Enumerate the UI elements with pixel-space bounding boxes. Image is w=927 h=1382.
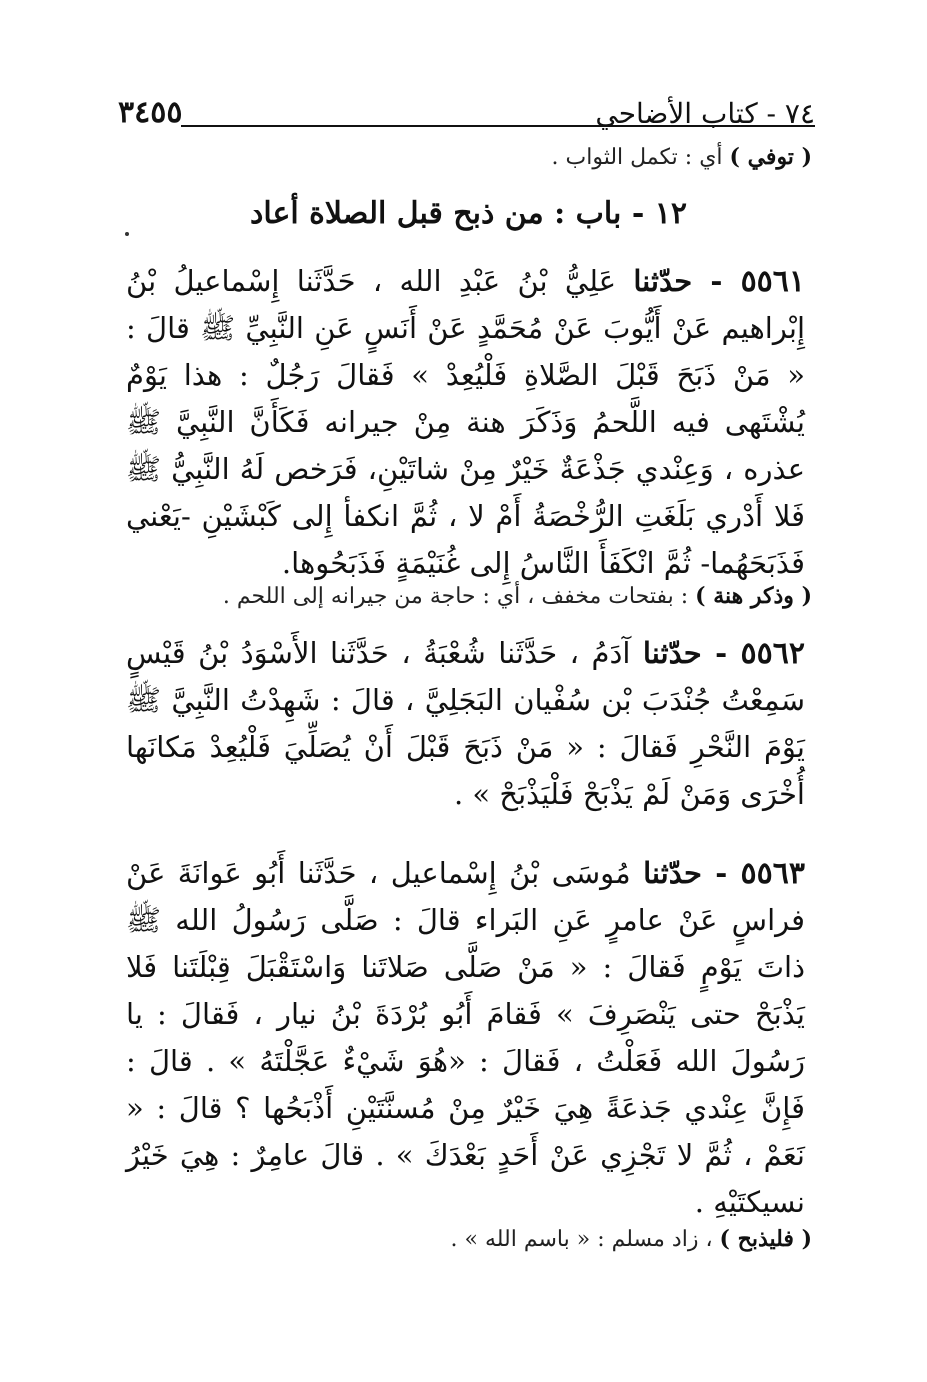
stray-dot: [125, 232, 129, 236]
page-number: ٣٤٥٥: [118, 95, 183, 130]
hadith-5562: [126, 630, 805, 818]
page-header: [118, 78, 815, 128]
footnote-text: ، زاد مسلم : « باسم الله » .: [450, 1227, 720, 1252]
footnote-text: أي : تكمل الثواب .: [551, 145, 730, 170]
hadith-number: ٥٥٦٣: [740, 856, 805, 891]
hadith-text: آدَمُ ، حَدَّثَنا شُعْبَةُ ، حَدَّثَنا الأَسْوَدُ بْنُ قَيْسٍ سَمِعْتُ جُنْدَبَ بْن سُفْيان البَجَلِيَّ ، قالَ : شَهِدْتُ النَّبِيَّ ﷺ يَوْمَ النَّحْرِ فَقالَ : « مَنْ ذَبَحَ قَبْلَ أَنْ يُصَلِّيَ فَلْيُعِدْ مَكانَها أُخْرَى وَمَنْ لَمْ يَذْبَحْ فَلْيَذْبَحْ » .: [126, 636, 805, 811]
hadith-opener: - حدّثنا: [633, 264, 741, 298]
footnote-term: ( فليذبح ): [719, 1226, 812, 1252]
hadith-5561: [126, 258, 805, 587]
running-chapter-title: ٧٤ - كتاب الأضاحي: [595, 97, 815, 130]
header-rule: [181, 125, 815, 127]
hadith-5563: [126, 850, 805, 1226]
footnote-hana: [150, 582, 812, 612]
hadith-opener: - حدّثنا: [643, 856, 741, 890]
footnote-falyadhbah: [150, 1225, 812, 1255]
footnote-tawaffi: [150, 143, 812, 173]
footnote-term: ( وذكر هنة ): [695, 583, 812, 609]
footnote-term: ( توفي ): [729, 144, 812, 170]
hadith-text: عَلِيُّ بْنُ عَبْدِ الله ، حَدَّثَنا إِسْماعيلُ بْنُ إِبْراهيم عَنْ أَيُّوبَ عَنْ مُحَمَّدٍ عَنْ أَنَسٍ عَنِ النَّبِيِّ ﷺ قالَ : « مَنْ ذَبَحَ قَبْلَ الصَّلاةِ فَلْيُعِدْ » فَقالَ رَجُلٌ : هذا يَوْمٌ يُشْتَهى فيه اللَّحمُ وَذَكَرَ هنة مِنْ جيرانه فَكَأَنَّ النَّبِيَّ ﷺ عذره ، وَعِنْدي جَذْعَةٌ خَيْرٌ مِنْ شاتَيْنِ، فَرَخص لَهُ النَّبِيُّ ﷺ فَلا أَدْري بَلَغَتِ الرُّخْصَةُ أَمْ لا ، ثُمَّ انكفأ إِلى كَبْشَيْنِ -يَعْني فَذَبَحَهُما- ثُمَّ انْكَفَأَ النَّاسُ إِلى غُنَيْمَةٍ فَذَبَحُوها.: [126, 264, 805, 580]
hadith-text: مُوسَى بْنُ إِسْماعيل ، حَدَّثَنا أَبُو عَوانَةَ عَنْ فراسٍ عَنْ عامرٍ عَنِ البَراء قالَ : صَلَّى رَسُولُ الله ﷺ ذاتَ يَوْمٍ فَقالَ : « مَنْ صَلَّى صَلاتَنا وَاسْتَقْبَلَ قِبْلَتَنا فَلا يَذْبَحْ حتى يَنْصَرِفَ » فَقامَ أَبُو بُرْدَةَ بْنُ نيار ، فَقالَ : يا رَسُولَ الله فَعَلْتُ ، فَقالَ : «هُوَ شَيْءٌ عَجَّلْتَهُ » . قالَ : فَإِنَّ عِنْدي جَذعَةً هِيَ خَيْرٌ مِنْ مُسنَّتَيْنِ أَذْبَحُها ؟ قالَ : « نَعَمْ ، ثُمَّ لا تَجْزِي عَنْ أَحَدٍ بَعْدَكَ » . قالَ عامِرٌ : هِيَ خَيْرُ نسيكتَيْهِ .: [126, 856, 805, 1219]
hadith-number: ٥٥٦٢: [740, 636, 805, 671]
hadith-opener: - حدّثنا: [642, 636, 741, 670]
hadith-number: ٥٥٦١: [740, 264, 806, 299]
chapter-heading: ١٢ - باب : من ذبح قبل الصلاة أعاد: [250, 196, 687, 231]
footnote-text: : بفتحات مخفف ، أي : حاجة من جيرانه إلى اللحم .: [222, 584, 696, 609]
